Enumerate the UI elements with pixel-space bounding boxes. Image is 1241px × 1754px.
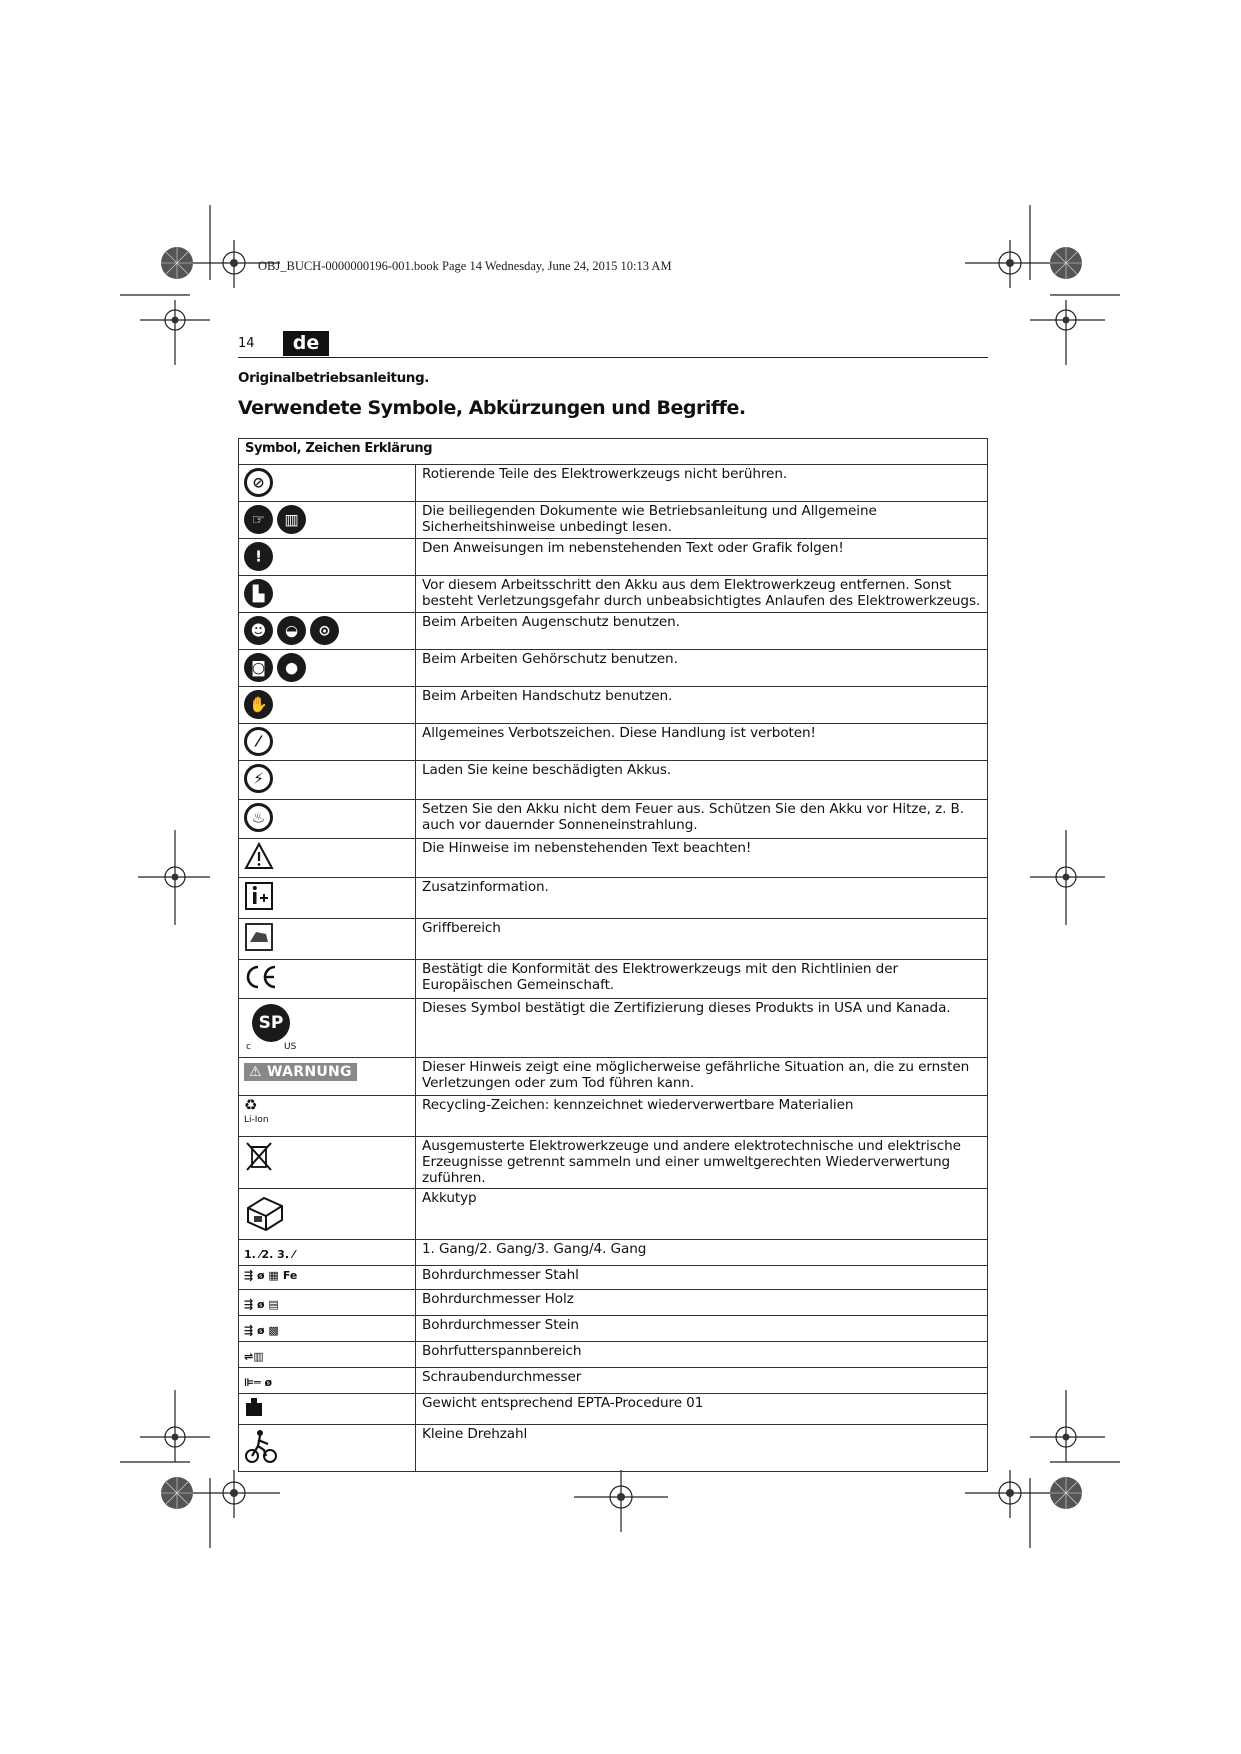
table-row xyxy=(239,800,988,839)
row-description: Recycling-Zeichen: kennzeichnet wiederverwertbare Materialien xyxy=(416,1096,988,1137)
table-row xyxy=(239,960,988,999)
table-row xyxy=(239,465,988,502)
page-number: 14 xyxy=(238,336,255,351)
row-description: Bohrfutterspannbereich xyxy=(416,1342,988,1368)
row-description: Die Hinweise im nebenstehenden Text beachten! xyxy=(416,839,988,878)
recycle-liion-label: Li-Ion xyxy=(244,1115,269,1125)
row-description: Bohrdurchmesser Holz xyxy=(416,1290,988,1316)
row-description: Gewicht entsprechend EPTA-Procedure 01 xyxy=(416,1394,988,1425)
book-icon: ▥ xyxy=(277,505,306,534)
drill-steel-icon: ⇶ ø ▦ xyxy=(244,1269,279,1283)
remove-battery-icon: ▙ xyxy=(244,579,273,608)
row-description: Dieser Hinweis zeigt eine möglicherweise gefährliche Situation an, die zu ernsten Verletzungen oder zum Tod führen kann. xyxy=(416,1058,988,1096)
row-description: Den Anweisungen im nebenstehenden Text oder Grafik folgen! xyxy=(416,539,988,576)
row-description: Beim Arbeiten Handschutz benutzen. xyxy=(416,687,988,724)
row-description: Laden Sie keine beschädigten Akkus. xyxy=(416,761,988,800)
sub-title: Originalbetriebsanleitung. xyxy=(238,370,430,386)
exclamation-icon: ! xyxy=(244,542,273,571)
csa-mark-icon xyxy=(244,1002,304,1054)
read-manual-icon: ☞ xyxy=(244,505,273,534)
table-row xyxy=(239,502,988,539)
crossed-bin-icon xyxy=(244,1140,274,1172)
weight-icon xyxy=(244,1397,264,1417)
no-fire-icon: ♨ xyxy=(244,803,273,832)
recycle-arrows-icon: ♻ xyxy=(244,1096,258,1114)
drill-wood-icon: ⇶ ø ▤ xyxy=(244,1298,279,1312)
ear-plug-icon: ● xyxy=(277,653,306,682)
row-description: Kleine Drehzahl xyxy=(416,1425,988,1472)
row-description: Beim Arbeiten Augenschutz benutzen. xyxy=(416,613,988,650)
table-row xyxy=(239,1425,988,1472)
table-row xyxy=(239,576,988,613)
drill-stone-icon: ⇶ ø ▩ xyxy=(244,1324,279,1338)
row-description: 1. Gang/2. Gang/3. Gang/4. Gang xyxy=(416,1240,988,1266)
gear-selection-icon: 1. ⁄2. 3. ⁄ xyxy=(244,1248,295,1262)
ear-protection-icon: ◙ xyxy=(244,653,273,682)
table-row xyxy=(239,1342,988,1368)
eye-protection-icon: ☻ xyxy=(244,616,273,645)
ce-mark-icon xyxy=(244,963,278,991)
row-description: Die beiliegenden Dokumente wie Betriebsanleitung und Allgemeine Sicherheitshinweise unbedingt lesen. xyxy=(416,502,988,539)
row-description: Vor diesem Arbeitsschritt den Akku aus dem Elektrowerkzeug entfernen. Sonst besteht Verletzungsgefahr durch unbeabsichtigtes Anlaufen des Elektrowerkzeugs. xyxy=(416,576,988,613)
warning-label-text: WARNUNG xyxy=(267,1064,352,1080)
hand-protection-icon: ✋ xyxy=(244,690,273,719)
row-description: Bohrdurchmesser Stein xyxy=(416,1316,988,1342)
prohibition-icon: ⁄ xyxy=(244,727,273,756)
recycling-icon xyxy=(244,1096,410,1126)
face-shield-icon: ◒ xyxy=(277,616,306,645)
goggles-icon: ⊙ xyxy=(310,616,339,645)
screw-diameter-icon: ⊫═ ø xyxy=(244,1376,273,1390)
table-row xyxy=(239,1290,988,1316)
table-row xyxy=(239,839,988,878)
language-badge: de xyxy=(283,331,329,356)
warning-label-icon: ⚠ WARNUNG xyxy=(244,1063,357,1081)
table-row xyxy=(239,1137,988,1189)
row-description: Rotierende Teile des Elektrowerkzeugs nicht berühren. xyxy=(416,465,988,502)
row-description: Dieses Symbol bestätigt die Zertifizierung dieses Produkts in USA und Kanada. xyxy=(416,999,988,1058)
table-row xyxy=(239,539,988,576)
book-info-line: OBJ_BUCH-0000000196-001.book Page 14 Wednesday, June 24, 2015 10:13 AM xyxy=(258,259,672,273)
grip-area-icon xyxy=(244,922,274,952)
row-description: Akkutyp xyxy=(416,1189,988,1240)
steel-fe-label: Fe xyxy=(282,1269,298,1283)
battery-type-icon xyxy=(244,1192,286,1232)
table-header-label: Symbol, Zeichen Erklärung xyxy=(245,441,433,456)
table-row xyxy=(239,650,988,687)
chuck-range-icon: ⇌▥ xyxy=(244,1350,264,1364)
table-row xyxy=(239,1189,988,1240)
table-row xyxy=(239,1266,988,1290)
table-row xyxy=(239,1058,988,1096)
table-row xyxy=(239,724,988,761)
row-description: Setzen Sie den Akku nicht dem Feuer aus. Schützen Sie den Akku vor Hitze, z. B. auch vor dauernder Sonneneinstrahlung. xyxy=(416,800,988,839)
table-row xyxy=(239,1240,988,1266)
symbol-table xyxy=(238,438,988,1472)
csa-c-label: c xyxy=(246,1042,251,1052)
page-title: Verwendete Symbole, Abkürzungen und Begriffe. xyxy=(238,397,746,419)
header-rule xyxy=(238,357,988,358)
table-row xyxy=(239,1368,988,1394)
row-description: Griffbereich xyxy=(416,919,988,960)
table-row xyxy=(239,1096,988,1137)
table-row xyxy=(239,761,988,800)
table-row xyxy=(239,613,988,650)
row-description: Schraubendurchmesser xyxy=(416,1368,988,1394)
table-row xyxy=(239,878,988,919)
table-row xyxy=(239,1394,988,1425)
csa-us-label: US xyxy=(284,1042,297,1052)
table-header xyxy=(239,439,988,465)
row-description: Bestätigt die Konformität des Elektrowerkzeugs mit den Richtlinien der Europäischen Gemeinschaft. xyxy=(416,960,988,999)
table-row xyxy=(239,687,988,724)
row-description: Beim Arbeiten Gehörschutz benutzen. xyxy=(416,650,988,687)
table-row xyxy=(239,999,988,1058)
warning-triangle-icon xyxy=(244,842,274,870)
row-description: Bohrdurchmesser Stahl xyxy=(416,1266,988,1290)
no-damaged-battery-icon: ⚡ xyxy=(244,764,273,793)
table-row xyxy=(239,919,988,960)
table-row xyxy=(239,1316,988,1342)
rotating-parts-prohibition-icon: ⊘ xyxy=(244,468,273,497)
low-speed-icon xyxy=(244,1428,278,1464)
row-description: Ausgemusterte Elektrowerkzeuge und andere elektrotechnische und elektrische Erzeugnisse getrennt sammeln und einer umweltgerechten Wiederverwertung zuführen. xyxy=(416,1137,988,1189)
csa-badge: SP xyxy=(252,1004,290,1042)
row-description: Zusatzinformation. xyxy=(416,878,988,919)
row-description: Allgemeines Verbotszeichen. Diese Handlung ist verboten! xyxy=(416,724,988,761)
info-plus-icon xyxy=(244,881,274,911)
